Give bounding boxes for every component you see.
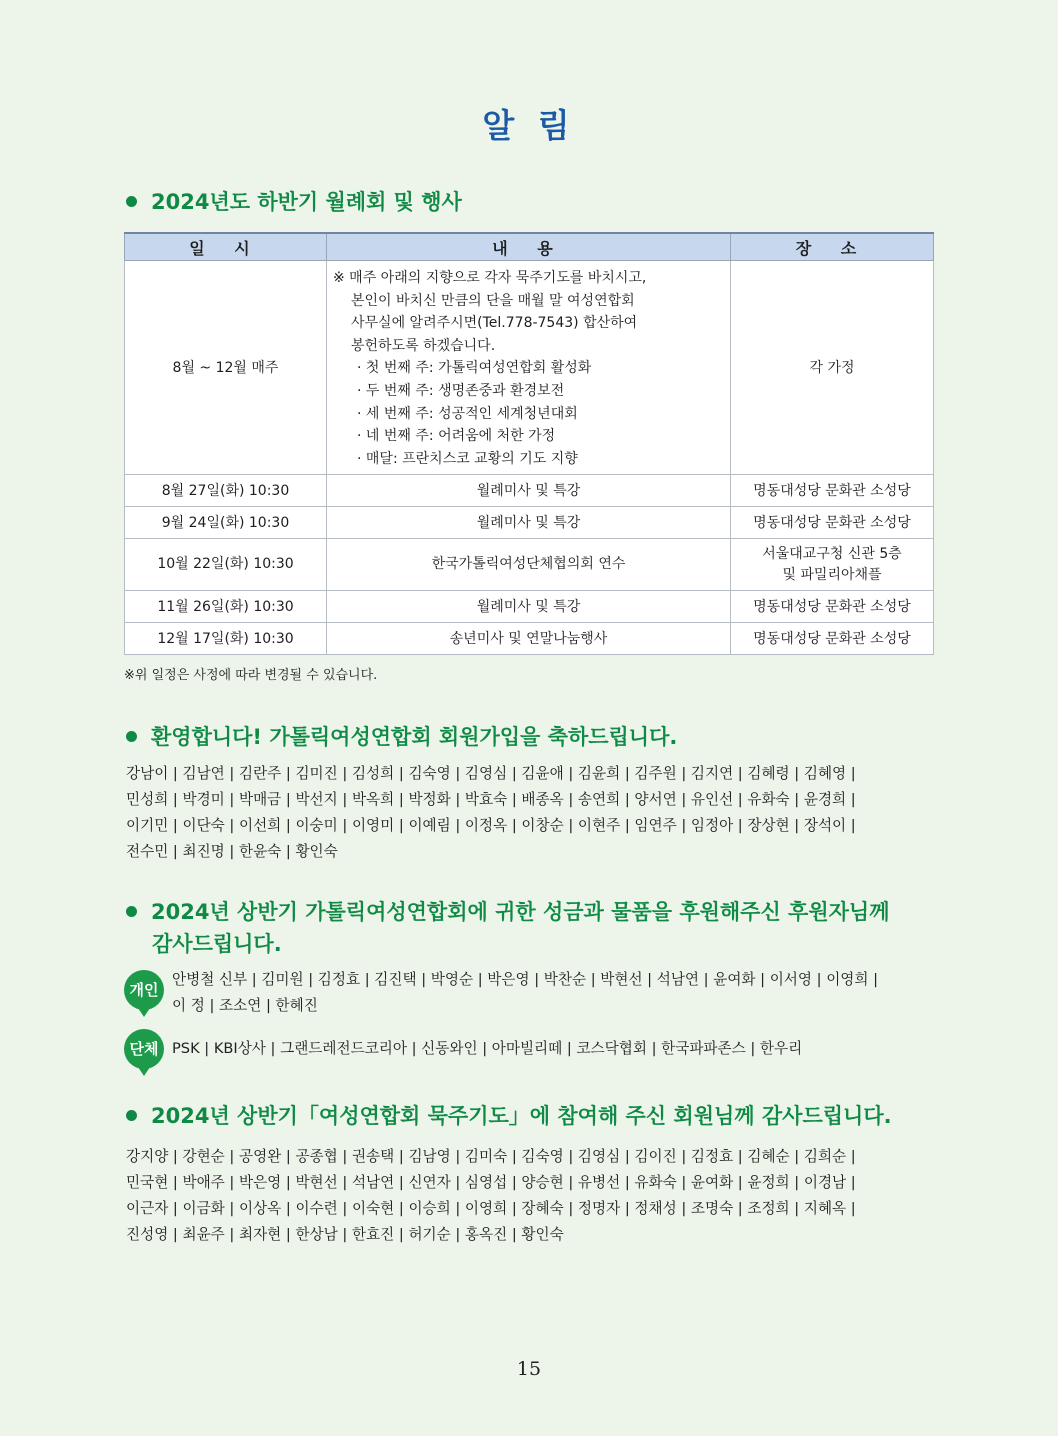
row-place: 명동대성당 문화관 소성당 xyxy=(731,623,934,655)
donor-heading xyxy=(126,896,890,960)
name-line: 민성희 | 박경미 | 박매금 | 박선지 | 박옥희 | 박정화 | 박효숙 | 배종옥 | 송연희 | 양서연 | 유인선 | 유화숙 | 윤경희 | xyxy=(126,791,856,808)
name-line: PSK | KBI상사 | 그랜드레전드코리아 | 신동와인 | 아마빌리떼 | 코스닥협회 | 한국파파존스 | 한우리 xyxy=(172,1040,803,1057)
table-row xyxy=(125,261,934,475)
content-line: 봉헌하도록 하겠습니다. xyxy=(351,337,496,354)
page-title: 알 림 xyxy=(482,106,576,145)
content-line: · 세 번째 주: 성공적인 세계청년대회 xyxy=(357,405,578,422)
header-date: 일 시 xyxy=(125,233,327,261)
page-number: 15 xyxy=(516,1358,542,1380)
name-line: 진성영 | 최윤주 | 최자현 | 한상남 | 한효진 | 허기순 | 홍옥진 | 황인숙 xyxy=(126,1226,564,1243)
welcome-heading-text: 환영합니다! 가톨릭여성연합회 회원가입을 축하드립니다. xyxy=(151,725,678,749)
table-row xyxy=(125,623,934,655)
donor-heading-text-cont: 감사드립니다. xyxy=(152,932,282,956)
table-row xyxy=(125,539,934,591)
row-place xyxy=(731,539,934,591)
welcome-heading xyxy=(126,721,677,753)
row-place: 명동대성당 문화관 소성당 xyxy=(731,591,934,623)
row-date: 12월 17일(화) 10:30 xyxy=(125,623,327,655)
row-content: 한국가톨릭여성단체협의회 연수 xyxy=(327,539,731,591)
individual-badge: 개인 xyxy=(124,970,164,1010)
header-place: 장 소 xyxy=(731,233,934,261)
place-line: 서울대교구청 신관 5층 xyxy=(762,545,902,562)
schedule-note: ※위 일정은 사정에 따라 변경될 수 있습니다. xyxy=(124,668,378,683)
row-content-list xyxy=(327,261,731,475)
group-badge: 단체 xyxy=(124,1029,164,1069)
donor-heading-text: 2024년 상반기 가톨릭여성연합회에 귀한 성금과 물품을 후원해주신 후원자님께 xyxy=(151,900,890,924)
row-date: 10월 22일(화) 10:30 xyxy=(125,539,327,591)
row-content: 월례미사 및 특강 xyxy=(327,591,731,623)
welcome-name-list xyxy=(126,761,946,865)
schedule-table xyxy=(124,232,934,655)
rosary-heading xyxy=(126,1100,892,1132)
schedule-header-row xyxy=(125,233,934,261)
name-line: 안병철 신부 | 김미원 | 김정효 | 김진택 | 박영순 | 박은영 | 박찬순 | 박현선 | 석남연 | 윤여화 | 이서영 | 이영희 | xyxy=(172,971,879,988)
schedule-heading-text: 2024년도 하반기 월례회 및 행사 xyxy=(151,190,462,214)
table-row xyxy=(125,507,934,539)
row-content: 송년미사 및 연말나눔행사 xyxy=(327,623,731,655)
individual-donor-list xyxy=(172,967,942,1019)
table-row xyxy=(125,591,934,623)
row-content: 월례미사 및 특강 xyxy=(327,475,731,507)
content-line: · 첫 번째 주: 가톨릭여성연합회 활성화 xyxy=(357,360,592,377)
content-line: ※ 매주 아래의 지향으로 각자 묵주기도를 바치시고, xyxy=(333,270,647,286)
name-line: 강남이 | 김남연 | 김란주 | 김미진 | 김성희 | 김숙영 | 김영심 | 김윤애 | 김윤희 | 김주원 | 김지연 | 김혜령 | 김혜영 | xyxy=(126,765,856,782)
bullet-dot-icon xyxy=(126,196,137,207)
row-date: 8월 27일(화) 10:30 xyxy=(125,475,327,507)
row-place: 각 가정 xyxy=(731,261,934,475)
schedule-heading xyxy=(126,186,462,218)
bullet-dot-icon xyxy=(126,731,137,742)
content-line: 사무실에 알려주시면(Tel.778-7543) 합산하여 xyxy=(351,315,638,332)
group-donor-list xyxy=(172,1036,942,1062)
content-line: · 네 번째 주: 어려움에 처한 가정 xyxy=(357,428,556,445)
content-line: · 두 번째 주: 생명존중과 환경보전 xyxy=(357,382,565,399)
row-place: 명동대성당 문화관 소성당 xyxy=(731,475,934,507)
name-line: 이 정 | 조소연 | 한혜진 xyxy=(172,997,318,1014)
row-date: 9월 24일(화) 10:30 xyxy=(125,507,327,539)
name-line: 민국현 | 박애주 | 박은영 | 박현선 | 석남연 | 신연자 | 심영섭 | 양승현 | 유병선 | 유화숙 | 윤여화 | 윤정희 | 이경남 | xyxy=(126,1174,856,1191)
bullet-dot-icon xyxy=(126,906,137,917)
name-line: 강지양 | 강현순 | 공영완 | 공종협 | 권송택 | 김남영 | 김미숙 | 김숙영 | 김영심 | 김이진 | 김정효 | 김혜순 | 김희순 | xyxy=(126,1148,856,1165)
row-place: 명동대성당 문화관 소성당 xyxy=(731,507,934,539)
name-line: 전수민 | 최진명 | 한윤숙 | 황인숙 xyxy=(126,843,338,860)
header-content: 내 용 xyxy=(327,233,731,261)
rosary-heading-text: 2024년 상반기「여성연합회 묵주기도」에 참여해 주신 회원님께 감사드립니다. xyxy=(151,1104,892,1128)
name-line: 이근자 | 이금화 | 이상옥 | 이수련 | 이숙현 | 이승희 | 이영희 | 장혜숙 | 정명자 | 정채성 | 조명숙 | 조정희 | 지혜옥 | xyxy=(126,1200,856,1217)
table-row xyxy=(125,475,934,507)
row-date: 11월 26일(화) 10:30 xyxy=(125,591,327,623)
rosary-name-list xyxy=(126,1144,946,1248)
row-content: 월례미사 및 특강 xyxy=(327,507,731,539)
bullet-dot-icon xyxy=(126,1110,137,1121)
row-date: 8월 ~ 12월 매주 xyxy=(125,261,327,475)
place-line: 및 파밀리아채플 xyxy=(782,566,882,583)
content-line: 본인이 바치신 만큼의 단을 매월 말 여성연합회 xyxy=(351,292,635,309)
content-line: · 매달: 프란치스코 교황의 기도 지향 xyxy=(357,450,578,467)
name-line: 이기민 | 이단숙 | 이선희 | 이숭미 | 이영미 | 이예림 | 이정옥 | 이창순 | 이현주 | 임연주 | 임정아 | 장상현 | 장석이 | xyxy=(126,817,856,834)
